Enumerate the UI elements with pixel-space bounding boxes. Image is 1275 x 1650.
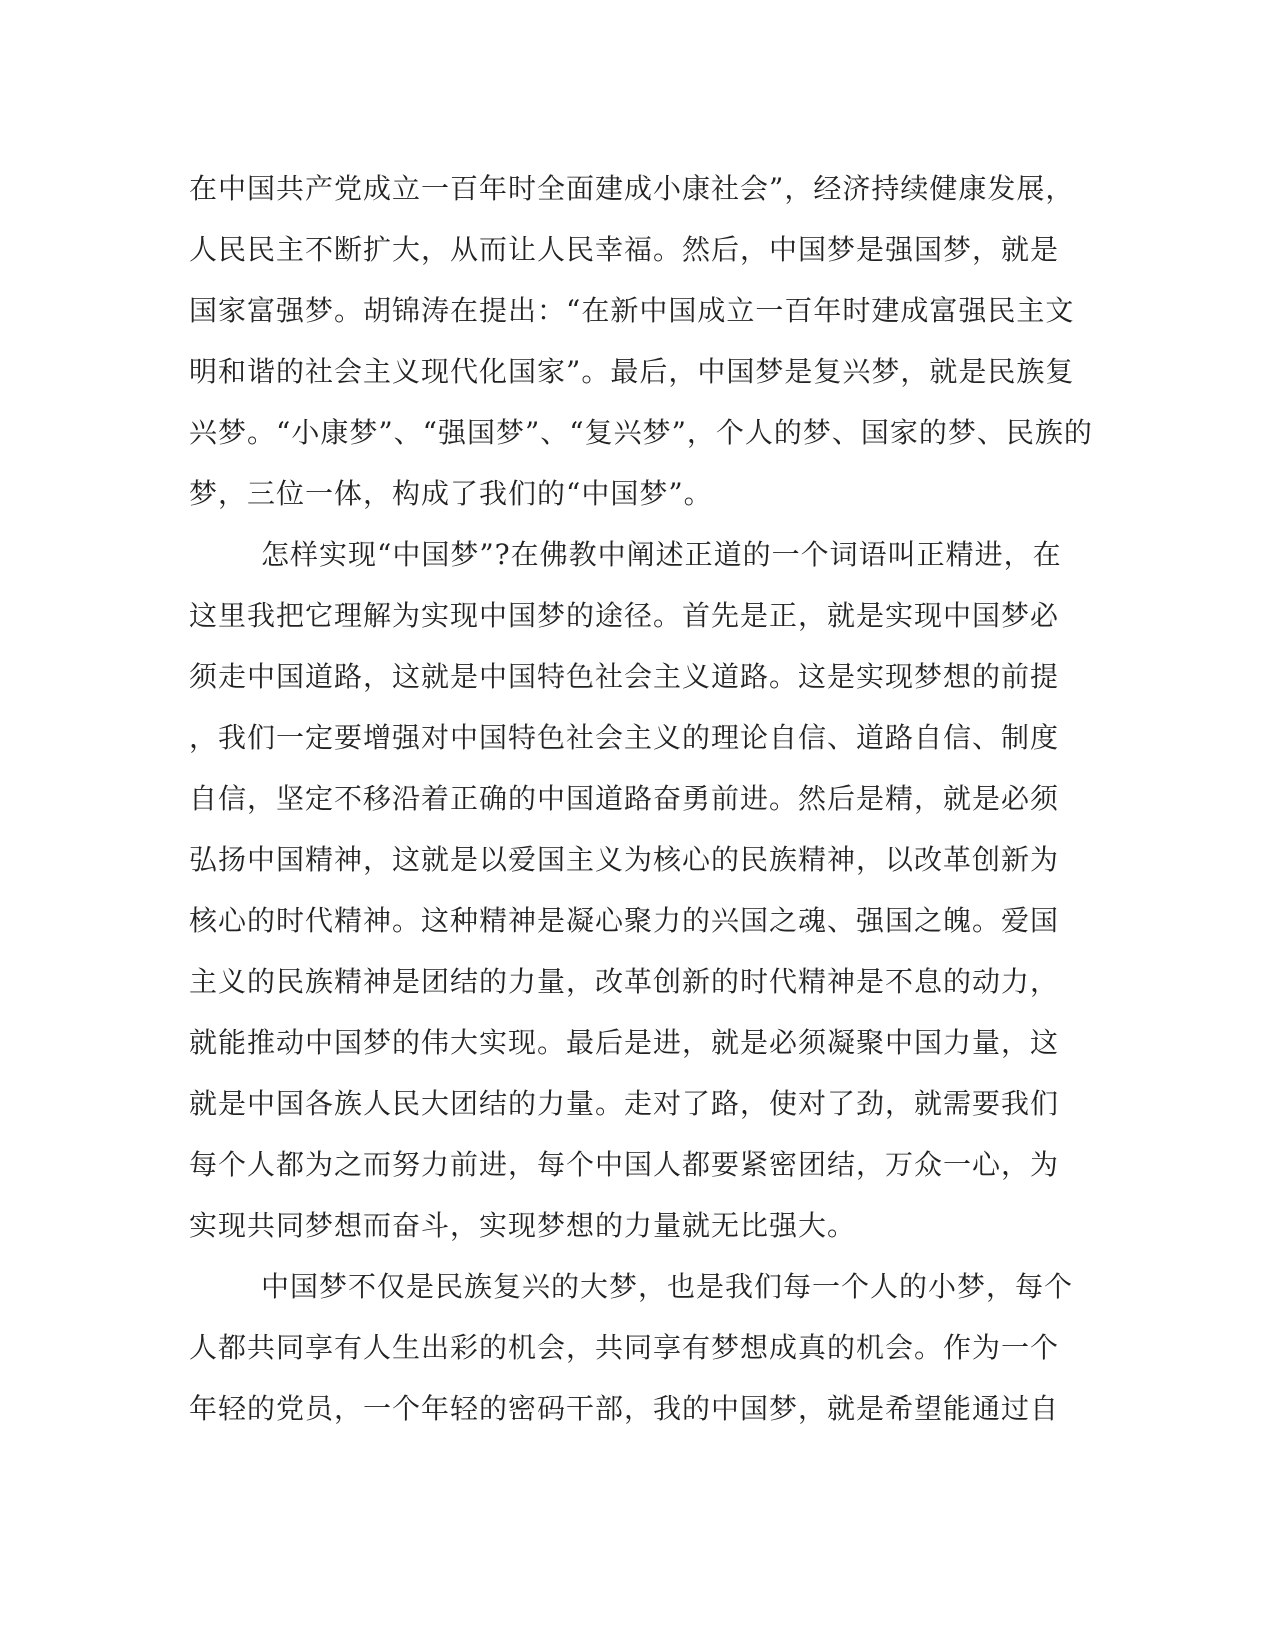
- text-line: 兴梦。“小康梦”、“强国梦”、“复兴梦”，个人的梦、国家的梦、民族的: [189, 416, 1093, 449]
- text-line: 国家富强梦。胡锦涛在提出：“在新中国成立一百年时建成富强民主文: [189, 294, 1075, 327]
- text-line: 核心的时代精神。这种精神是凝心聚力的兴国之魂、强国之魄。爱国: [189, 904, 1060, 937]
- paragraph-first-line: 中国梦不仅是民族复兴的大梦，也是我们每一个人的小梦，每个: [261, 1270, 1074, 1303]
- text-line: ，我们一定要增强对中国特色社会主义的理论自信、道路自信、制度: [189, 721, 1060, 754]
- text-line: 就能推动中国梦的伟大实现。最后是进，就是必须凝聚中国力量，这: [189, 1026, 1060, 1059]
- text-line: 就是中国各族人民大团结的力量。走对了路，使对了劲，就需要我们: [189, 1087, 1060, 1120]
- text-line: 人都共同享有人生出彩的机会，共同享有梦想成真的机会。作为一个: [189, 1331, 1060, 1364]
- text-line: 弘扬中国精神，这就是以爱国主义为核心的民族精神，以改革创新为: [189, 843, 1060, 876]
- body-text: [189, 158, 1093, 1439]
- text-line: 实现共同梦想而奋斗，实现梦想的力量就无比强大。: [189, 1209, 857, 1242]
- text-line: 这里我把它理解为实现中国梦的途径。首先是正，就是实现中国梦必: [189, 599, 1060, 632]
- text-line: 在中国共产党成立一百年时全面建成小康社会”，经济持续健康发展，: [189, 172, 1075, 205]
- text-line: 梦，三位一体，构成了我们的“中国梦”。: [189, 477, 713, 510]
- text-line: 自信，坚定不移沿着正确的中国道路奋勇前进。然后是精，就是必须: [189, 782, 1060, 815]
- text-line: 每个人都为之而努力前进，每个中国人都要紧密团结，万众一心，为: [189, 1148, 1060, 1181]
- text-line: 年轻的党员，一个年轻的密码干部，我的中国梦，就是希望能通过自: [189, 1392, 1060, 1425]
- text-line: 明和谐的社会主义现代化国家”。最后，中国梦是复兴梦，就是民族复: [189, 355, 1075, 388]
- paragraph-first-line: 怎样实现“中国梦”?在佛教中阐述正道的一个词语叫正精进，在: [261, 538, 1062, 571]
- text-line: 须走中国道路，这就是中国特色社会主义道路。这是实现梦想的前提: [189, 660, 1060, 693]
- text-line: 主义的民族精神是团结的力量，改革创新的时代精神是不息的动力，: [189, 965, 1060, 998]
- text-line: 人民民主不断扩大，从而让人民幸福。然后，中国梦是强国梦，就是: [189, 233, 1060, 266]
